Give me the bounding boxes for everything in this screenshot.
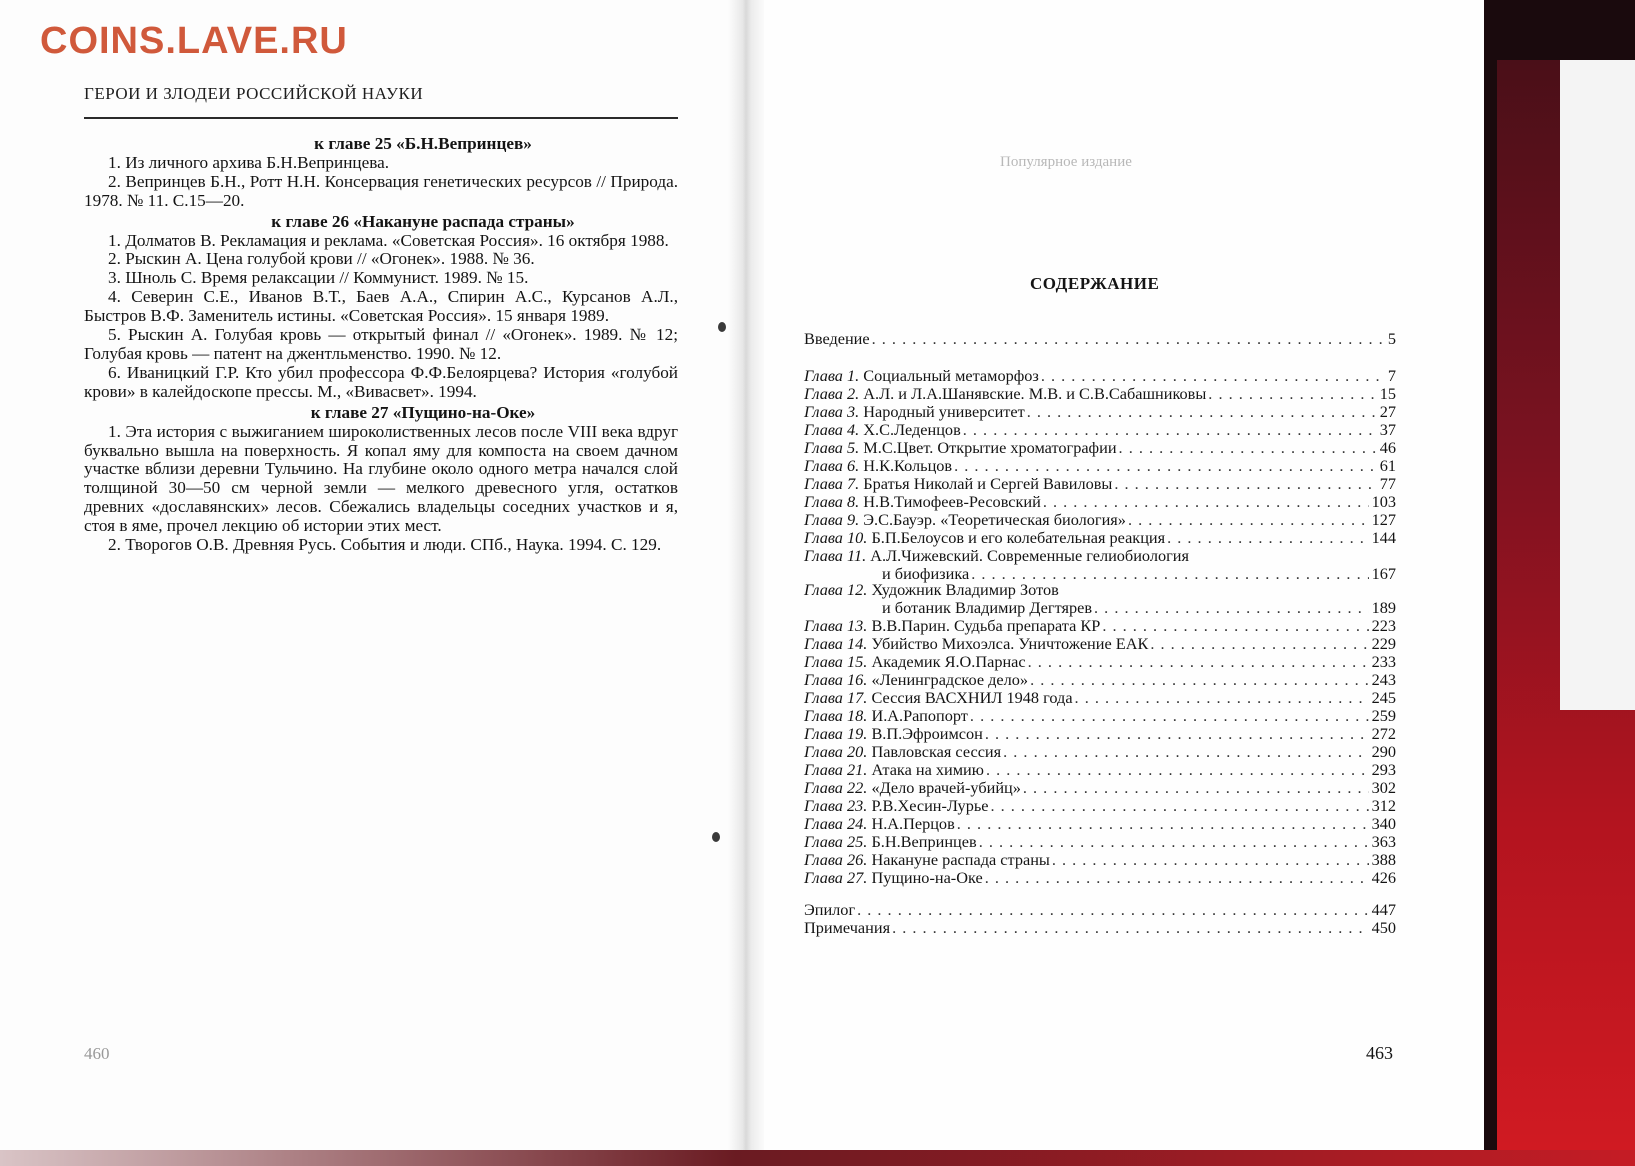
toc-page-number: 5 [1387, 329, 1396, 348]
toc-page-number: 290 [1371, 742, 1396, 761]
toc-entry [804, 421, 1396, 439]
toc-chapter-title: Примечания [804, 918, 891, 937]
toc-chapter-title: Р.В.Хесин-Лурье [871, 796, 989, 815]
toc-entry-label [804, 653, 1028, 671]
toc-entry [804, 919, 1396, 937]
toc-chapter-number: Глава 15. [804, 652, 872, 671]
note-item: 6. Иваницкий Г.Р. Кто убил профессора Ф.Ф.Белоярцева? История «голубой крови» в калейдоскопе прессы. М., «Вивасвет». 1994. [84, 362, 678, 401]
toc-leader-dots [1102, 617, 1368, 635]
left-page-number: 460 [84, 1044, 110, 1063]
note-item: 2. Вепринцев Б.Н., Ротт Н.Н. Консервация генетических ресурсов // Природа. 1978. № 11. С.15—20. [84, 171, 678, 210]
toc-chapter-title: Н.А.Перцов [871, 814, 955, 833]
notes-chapter-26-title: к главе 26 «Накануне распада страны» [271, 211, 575, 231]
toc-chapter-title: А.Л. и Л.А.Шанявские. М.В. и С.В.Сабашниковы [863, 384, 1207, 403]
toc-leader-dots [1003, 743, 1368, 761]
toc-entry [804, 653, 1396, 671]
toc-chapter-title: Павловская сессия [871, 742, 1002, 761]
toc-leader-dots [1023, 779, 1369, 797]
toc-chapter-number: Глава 2. [804, 384, 864, 403]
toc-page-number: 144 [1371, 528, 1396, 547]
book-cover-strip [1560, 60, 1635, 710]
toc-chapter-title: А.Л.Чижевский. Современные гелиобиология [870, 546, 1189, 565]
toc-leader-dots [985, 725, 1369, 743]
toc-entry-label [804, 493, 1043, 511]
toc-chapter-number: Глава 27. [804, 868, 872, 887]
toc-leader-dots [1114, 475, 1376, 493]
toc-chapter-number: Глава 14. [804, 634, 872, 653]
toc-page-number: 426 [1371, 868, 1396, 887]
toc-entry [804, 599, 1396, 617]
toc-entry [804, 743, 1396, 761]
toc-page-number: 302 [1371, 778, 1396, 797]
toc-page-number: 340 [1371, 814, 1396, 833]
toc-leader-dots [1150, 635, 1368, 653]
toc-entry-label [804, 581, 1061, 599]
toc-entry-label [804, 457, 954, 475]
toc-page-number: 27 [1379, 402, 1396, 421]
toc-entry-label [804, 707, 970, 725]
toc-chapter-title: Н.К.Кольцов [863, 456, 953, 475]
toc-page-number: 127 [1371, 510, 1396, 529]
toc-entry [804, 529, 1396, 547]
toc-chapter-title: «Ленинградское дело» [871, 670, 1029, 689]
toc-entry-label [804, 761, 986, 779]
toc-page-number: 245 [1371, 688, 1396, 707]
toc-chapter-title: Х.С.Леденцов [863, 420, 961, 439]
toc-leader-dots [986, 761, 1369, 779]
toc-page-number: 388 [1371, 850, 1396, 869]
toc-leader-dots [957, 815, 1369, 833]
toc-entry-label [804, 919, 892, 937]
toc-page-number: 243 [1371, 670, 1396, 689]
toc-leader-dots [872, 330, 1385, 348]
toc-chapter-title: Н.В.Тимофеев-Ресовский [863, 492, 1041, 511]
toc-chapter-number: Глава 25. [804, 832, 872, 851]
note-item: 2. Творогов О.В. Древняя Русь. События и люди. СПб., Наука. 1994. С. 129. [108, 535, 662, 555]
toc-chapter-number: Глава 19. [804, 724, 872, 743]
toc-leader-dots [970, 707, 1369, 725]
toc-entry [804, 851, 1396, 869]
watermark: COINS.LAVE.RU [40, 20, 348, 62]
note-item: 1. Долматов В. Рекламация и реклама. «Советская Россия». 16 октября 1988. [108, 230, 669, 250]
toc-leader-dots [1043, 493, 1369, 511]
toc-page-number: 103 [1371, 492, 1396, 511]
toc-chapter-number: Глава 8. [804, 492, 864, 511]
book-bottom-edge [0, 1150, 1635, 1166]
note-item: 1. Эта история с выжиганием широколиственных лесов после VIII века вдруг буквально вышла на поверхность. Я копал яму для компоста на своем дачном участке вблизи деревни Тульчино. На глубине около одного метра начался слой толщиной 30—50 см черной земли — мелкого древесного угля, остатков древних «дославянских» лесов. Сбежались владельцы соседних участков и я, стоя в яме, прочел лекцию об истории этих мест. [84, 421, 678, 536]
toc-entry [804, 671, 1396, 689]
toc-page-number: 167 [1371, 564, 1396, 583]
toc-entry [804, 493, 1396, 511]
toc-leader-dots [1208, 385, 1376, 403]
toc-leader-dots [1028, 653, 1369, 671]
toc-leader-dots [892, 919, 1369, 937]
toc-page-number: 15 [1379, 384, 1396, 403]
toc-leader-dots [979, 833, 1369, 851]
toc-chapter-title: Накануне распада страны [871, 850, 1050, 869]
toc-chapter-number: Глава 21. [804, 760, 872, 779]
toc-entry [804, 457, 1396, 475]
toc-entry-label [804, 617, 1102, 635]
toc-leader-dots [963, 421, 1377, 439]
toc-entry [804, 725, 1396, 743]
toc-entry [804, 761, 1396, 779]
toc-chapter-title: Э.С.Бауэр. «Теоретическая биология» [863, 510, 1126, 529]
toc-chapter-number: Глава 20. [804, 742, 872, 761]
toc-entry-label [804, 869, 985, 887]
toc-entry [804, 511, 1396, 529]
toc-page-number: 77 [1379, 474, 1396, 493]
toc-entry [804, 403, 1396, 421]
toc-chapter-title: Академик Я.О.Парнас [871, 652, 1026, 671]
toc-entry [804, 815, 1396, 833]
toc-entry-label [804, 635, 1150, 653]
toc-chapter-number: Глава 10. [804, 528, 872, 547]
toc-chapter-number: Глава 22. [804, 778, 872, 797]
toc-chapter-title: и биофизика [882, 564, 970, 583]
toc-entry [804, 439, 1396, 457]
note-item: 5. Рыскин А. Голубая кровь — открытый финал // «Огонек». 1989. № 12; Голубая кровь — патент на джентльменство. 1990. № 12. [84, 325, 678, 363]
toc-entry [804, 367, 1396, 385]
toc-leader-dots [1030, 671, 1369, 689]
toc-entry-label [804, 833, 979, 851]
toc-chapter-number: Глава 23. [804, 796, 872, 815]
toc-chapter-title: И.А.Рапопорт [871, 706, 968, 725]
toc-chapter-title: Пущино-на-Оке [871, 868, 983, 887]
toc-chapter-number: Глава 26. [804, 850, 872, 869]
toc-page-number: 37 [1379, 420, 1396, 439]
toc-chapter-title: и ботаник Владимир Дегтярев [882, 598, 1093, 617]
toc-page-number: 233 [1371, 652, 1396, 671]
toc-page-number: 450 [1371, 918, 1396, 937]
toc-entry-label [804, 901, 857, 919]
toc-chapter-number: Глава 12. [804, 580, 872, 599]
toc-entry-label [804, 725, 985, 743]
toc-entry [804, 797, 1396, 815]
toc-entry-label [804, 330, 872, 348]
toc-entry-label [804, 421, 963, 439]
toc-entry [804, 547, 1396, 565]
toc-entry [804, 635, 1396, 653]
toc-entry [804, 833, 1396, 851]
toc-leader-dots [1027, 403, 1377, 421]
toc-chapter-number: Глава 7. [804, 474, 864, 493]
toc-leader-dots [991, 797, 1369, 815]
toc-leader-dots [1119, 439, 1377, 457]
note-item: 3. Шноль С. Время релаксации // Коммунист. 1989. № 15. [108, 268, 529, 288]
toc-entry-label [804, 851, 1052, 869]
toc-page-number: 312 [1371, 796, 1396, 815]
toc-entry-label [804, 671, 1030, 689]
toc-chapter-title: Б.Н.Вепринцев [871, 832, 977, 851]
notes-section [84, 135, 678, 555]
toc-entry-label [804, 779, 1023, 797]
toc-chapter-title: В.В.Парин. Судьба препарата КР [871, 616, 1101, 635]
toc-chapter-number: Глава 3. [804, 402, 864, 421]
toc-entry-label [804, 743, 1003, 761]
right-page-number: 463 [1366, 1043, 1393, 1063]
toc-chapter-title: Сессия ВАСХНИЛ 1948 года [871, 688, 1073, 707]
toc-page-number: 229 [1371, 634, 1396, 653]
toc-entry [804, 385, 1396, 403]
toc-chapter-title: Братья Николай и Сергей Вавиловы [863, 474, 1113, 493]
notes-chapter-25-title: к главе 25 «Б.Н.Вепринцев» [314, 134, 532, 153]
toc-entry [804, 779, 1396, 797]
toc-leader-dots [1075, 689, 1369, 707]
toc-leader-dots [1167, 529, 1368, 547]
toc-chapter-number: Глава 16. [804, 670, 872, 689]
toc-entry-label [804, 385, 1208, 403]
binding-hole [712, 832, 720, 842]
popular-edition-label: Популярное издание [1000, 154, 1132, 170]
binding-hole [718, 322, 726, 332]
toc-chapter-title: Введение [804, 329, 870, 348]
toc-chapter-number: Глава 17. [804, 688, 872, 707]
notes-chapter-27-title: к главе 27 «Пущино-на-Оке» [310, 402, 536, 422]
toc-entry-label [804, 797, 991, 815]
toc-chapter-number: Глава 24. [804, 814, 872, 833]
toc-page-number: 447 [1371, 900, 1396, 919]
toc-page-number: 223 [1371, 616, 1396, 635]
toc-chapter-title: Атака на химию [871, 760, 984, 779]
toc-chapter-number: Глава 9. [804, 510, 864, 529]
toc-chapter-title: Художник Владимир Зотов [871, 580, 1059, 599]
toc-chapter-title: «Дело врачей-убийц» [871, 778, 1021, 797]
running-head: ГЕРОИ И ЗЛОДЕИ РОССИЙСКОЙ НАУКИ [84, 84, 424, 103]
toc-page-number: 61 [1379, 456, 1396, 475]
toc-chapter-number: Глава 6. [804, 456, 864, 475]
toc-entry-label [804, 475, 1114, 493]
toc-page-number: 7 [1387, 366, 1396, 385]
toc-entry-label [804, 547, 1191, 565]
toc-entry [804, 617, 1396, 635]
toc-leader-dots [985, 869, 1369, 887]
toc-entry [804, 475, 1396, 493]
toc-page-number: 272 [1371, 724, 1396, 743]
toc-entry-label [804, 439, 1119, 457]
toc-title: СОДЕРЖАНИЕ [1030, 274, 1160, 293]
toc-leader-dots [954, 457, 1377, 475]
toc-chapter-number: Глава 18. [804, 706, 872, 725]
note-item: 2. Рыскин А. Цена голубой крови // «Огонек». 1988. № 36. [108, 249, 535, 269]
toc-chapter-title: Эпилог [804, 900, 856, 919]
toc-entry [804, 869, 1396, 887]
toc-leader-dots [1041, 367, 1385, 385]
note-item: 1. Из личного архива Б.Н.Вепринцева. [108, 152, 390, 172]
toc-leader-dots [1094, 599, 1369, 617]
toc-chapter-number: Глава 1. [804, 366, 864, 385]
toc-entry-label [804, 367, 1041, 385]
toc-chapter-title: Социальный метаморфоз [863, 366, 1039, 385]
toc-chapter-title: В.П.Эфроимсон [871, 724, 983, 743]
book-gutter [728, 0, 764, 1166]
toc-entry-label [804, 529, 1167, 547]
header-rule [84, 117, 678, 119]
toc-entry-label [804, 689, 1075, 707]
toc-chapter-title: М.С.Цвет. Открытие хроматографии [863, 438, 1117, 457]
note-item: 4. Северин С.Е., Иванов В.Т., Баев А.А., Спирин А.С., Курсанов А.Л., Быстров В.Ф. Заменитель истины. «Советская Россия». 15 января 1989. [84, 287, 678, 326]
toc-entry-label [804, 599, 1094, 617]
toc-entry [804, 901, 1396, 919]
toc-entry-label [804, 815, 957, 833]
toc-chapter-number: Глава 11. [804, 546, 871, 565]
toc-entry [804, 689, 1396, 707]
toc-leader-dots [1128, 511, 1369, 529]
toc-chapter-number: Глава 5. [804, 438, 864, 457]
toc-page-number: 46 [1379, 438, 1396, 457]
toc-entry-label [804, 403, 1027, 421]
toc-leader-dots [857, 901, 1368, 919]
toc-entry-label [804, 511, 1128, 529]
toc-page-number: 363 [1371, 832, 1396, 851]
toc-page-number: 259 [1371, 706, 1396, 725]
toc-chapter-title: Народный университет [863, 402, 1025, 421]
toc-chapter-title: Убийство Михоэлса. Уничтожение ЕАК [871, 634, 1149, 653]
toc-chapter-number: Глава 13. [804, 616, 872, 635]
toc-entry [804, 581, 1396, 599]
toc-chapter-number: Глава 4. [804, 420, 864, 439]
toc-entry [804, 707, 1396, 725]
toc-chapter-title: Б.П.Белоусов и его колебательная реакция [871, 528, 1166, 547]
toc-page-number: 293 [1371, 760, 1396, 779]
toc-entry [804, 330, 1396, 348]
toc-page-number: 189 [1371, 598, 1396, 617]
toc-leader-dots [1052, 851, 1369, 869]
